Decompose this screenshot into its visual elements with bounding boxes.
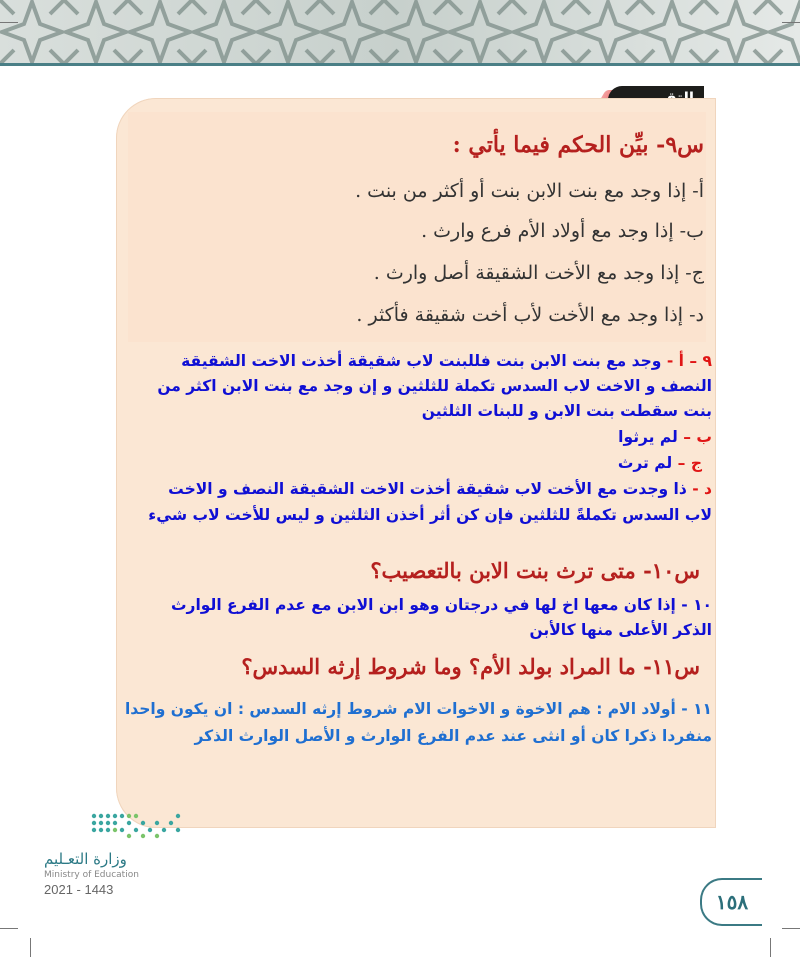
crop-mark bbox=[0, 22, 18, 23]
ministry-english-name: Ministry of Education bbox=[44, 870, 139, 880]
question-9-title: س٩- بيِّن الحكم فيما يأتي : bbox=[452, 132, 704, 158]
page-number: ١٥٨ bbox=[700, 878, 762, 926]
answer-9-d-prefix: د - bbox=[692, 480, 712, 498]
crop-mark bbox=[782, 22, 800, 23]
ministry-logo bbox=[40, 806, 190, 902]
question-9-item-c: ج- إذا وجد مع الأخت الشقيقة أصل وارث . bbox=[373, 262, 704, 284]
answer-11-line-2: منفردا ذكرا كان أو انثى عند عدم الفرع الوارث و الأصل الوارث الذكر bbox=[194, 727, 712, 745]
answer-9-a-line-1 bbox=[181, 352, 712, 370]
crop-mark bbox=[30, 938, 31, 957]
question-9-item-a: أ- إذا وجد مع بنت الابن بنت أو أكثر من بنت . bbox=[355, 180, 704, 202]
banner-divider bbox=[0, 63, 800, 66]
answer-10-line-2: الذكر الأعلى منها كالأبن bbox=[529, 621, 712, 639]
answer-9-d-line-2: لاب السدس تكملةً للثلثين فإن كن أثر أخذن الثلثين و ليس للأخت لاب شيء bbox=[148, 506, 712, 524]
answer-9-d-line-1 bbox=[168, 480, 712, 498]
answer-9-a-prefix: ٩ – أ - bbox=[666, 352, 712, 370]
answer-9-c-text: لم ترث bbox=[617, 454, 673, 472]
answer-10-line-1: ١٠ - إذا كان معها اخ لها في درجتان وهو ابن الابن مع عدم الفرع الوارث bbox=[170, 596, 712, 614]
answer-9-c-prefix: ج – bbox=[677, 454, 702, 472]
question-9-item-b: ب- إذا وجد مع أولاد الأم فرع وارث . bbox=[421, 220, 704, 242]
ministry-dots-logo-icon bbox=[86, 806, 236, 846]
question-9-item-d: د- إذا وجد مع الأخت لأب أخت شقيقة فأكثر . bbox=[356, 304, 704, 326]
ministry-arabic-name: وزارة التعـليم bbox=[44, 850, 127, 868]
crop-mark bbox=[782, 928, 800, 929]
answer-9-a-line-3: بنت سقطت بنت الابن و للبنات الثلثين bbox=[421, 402, 712, 420]
answer-9-c bbox=[618, 454, 702, 472]
answer-9-b bbox=[618, 428, 712, 446]
answer-9-a-text: وجد مع بنت الابن بنت فللبنت لاب شقيقة أخذت الاخت الشقيقة bbox=[181, 352, 667, 370]
answer-9-a-line-2: النصف و الاخت لاب السدس تكملة للثلثين و إن وجد مع بنت الابن اكثر من bbox=[157, 377, 712, 395]
question-10-title: س١٠- متى ترث بنت الابن بالتعصيب؟ bbox=[370, 558, 700, 583]
answer-9-d-text: ذا وجدت مع الأخت لاب شقيقة أخذت الاخت الشقيقة النصف و الاخت bbox=[168, 480, 693, 498]
decorative-pattern-banner bbox=[0, 0, 800, 66]
answer-9-b-text: لم يرثوا bbox=[618, 428, 678, 446]
answer-11-line-1: ١١ - أولاد الام : هم الاخوة و الاخوات الام شروط إرثه السدس : ان يكون واحدا bbox=[124, 700, 712, 718]
crop-mark bbox=[0, 928, 18, 929]
geometric-pattern-icon bbox=[0, 0, 800, 64]
ministry-years: 2021 - 1443 bbox=[44, 882, 114, 897]
question-11-title: س١١- ما المراد بولد الأم؟ وما شروط إرثه السدس؟ bbox=[241, 654, 700, 679]
crop-mark bbox=[770, 938, 771, 957]
answer-9-b-prefix: ب – bbox=[683, 428, 712, 446]
